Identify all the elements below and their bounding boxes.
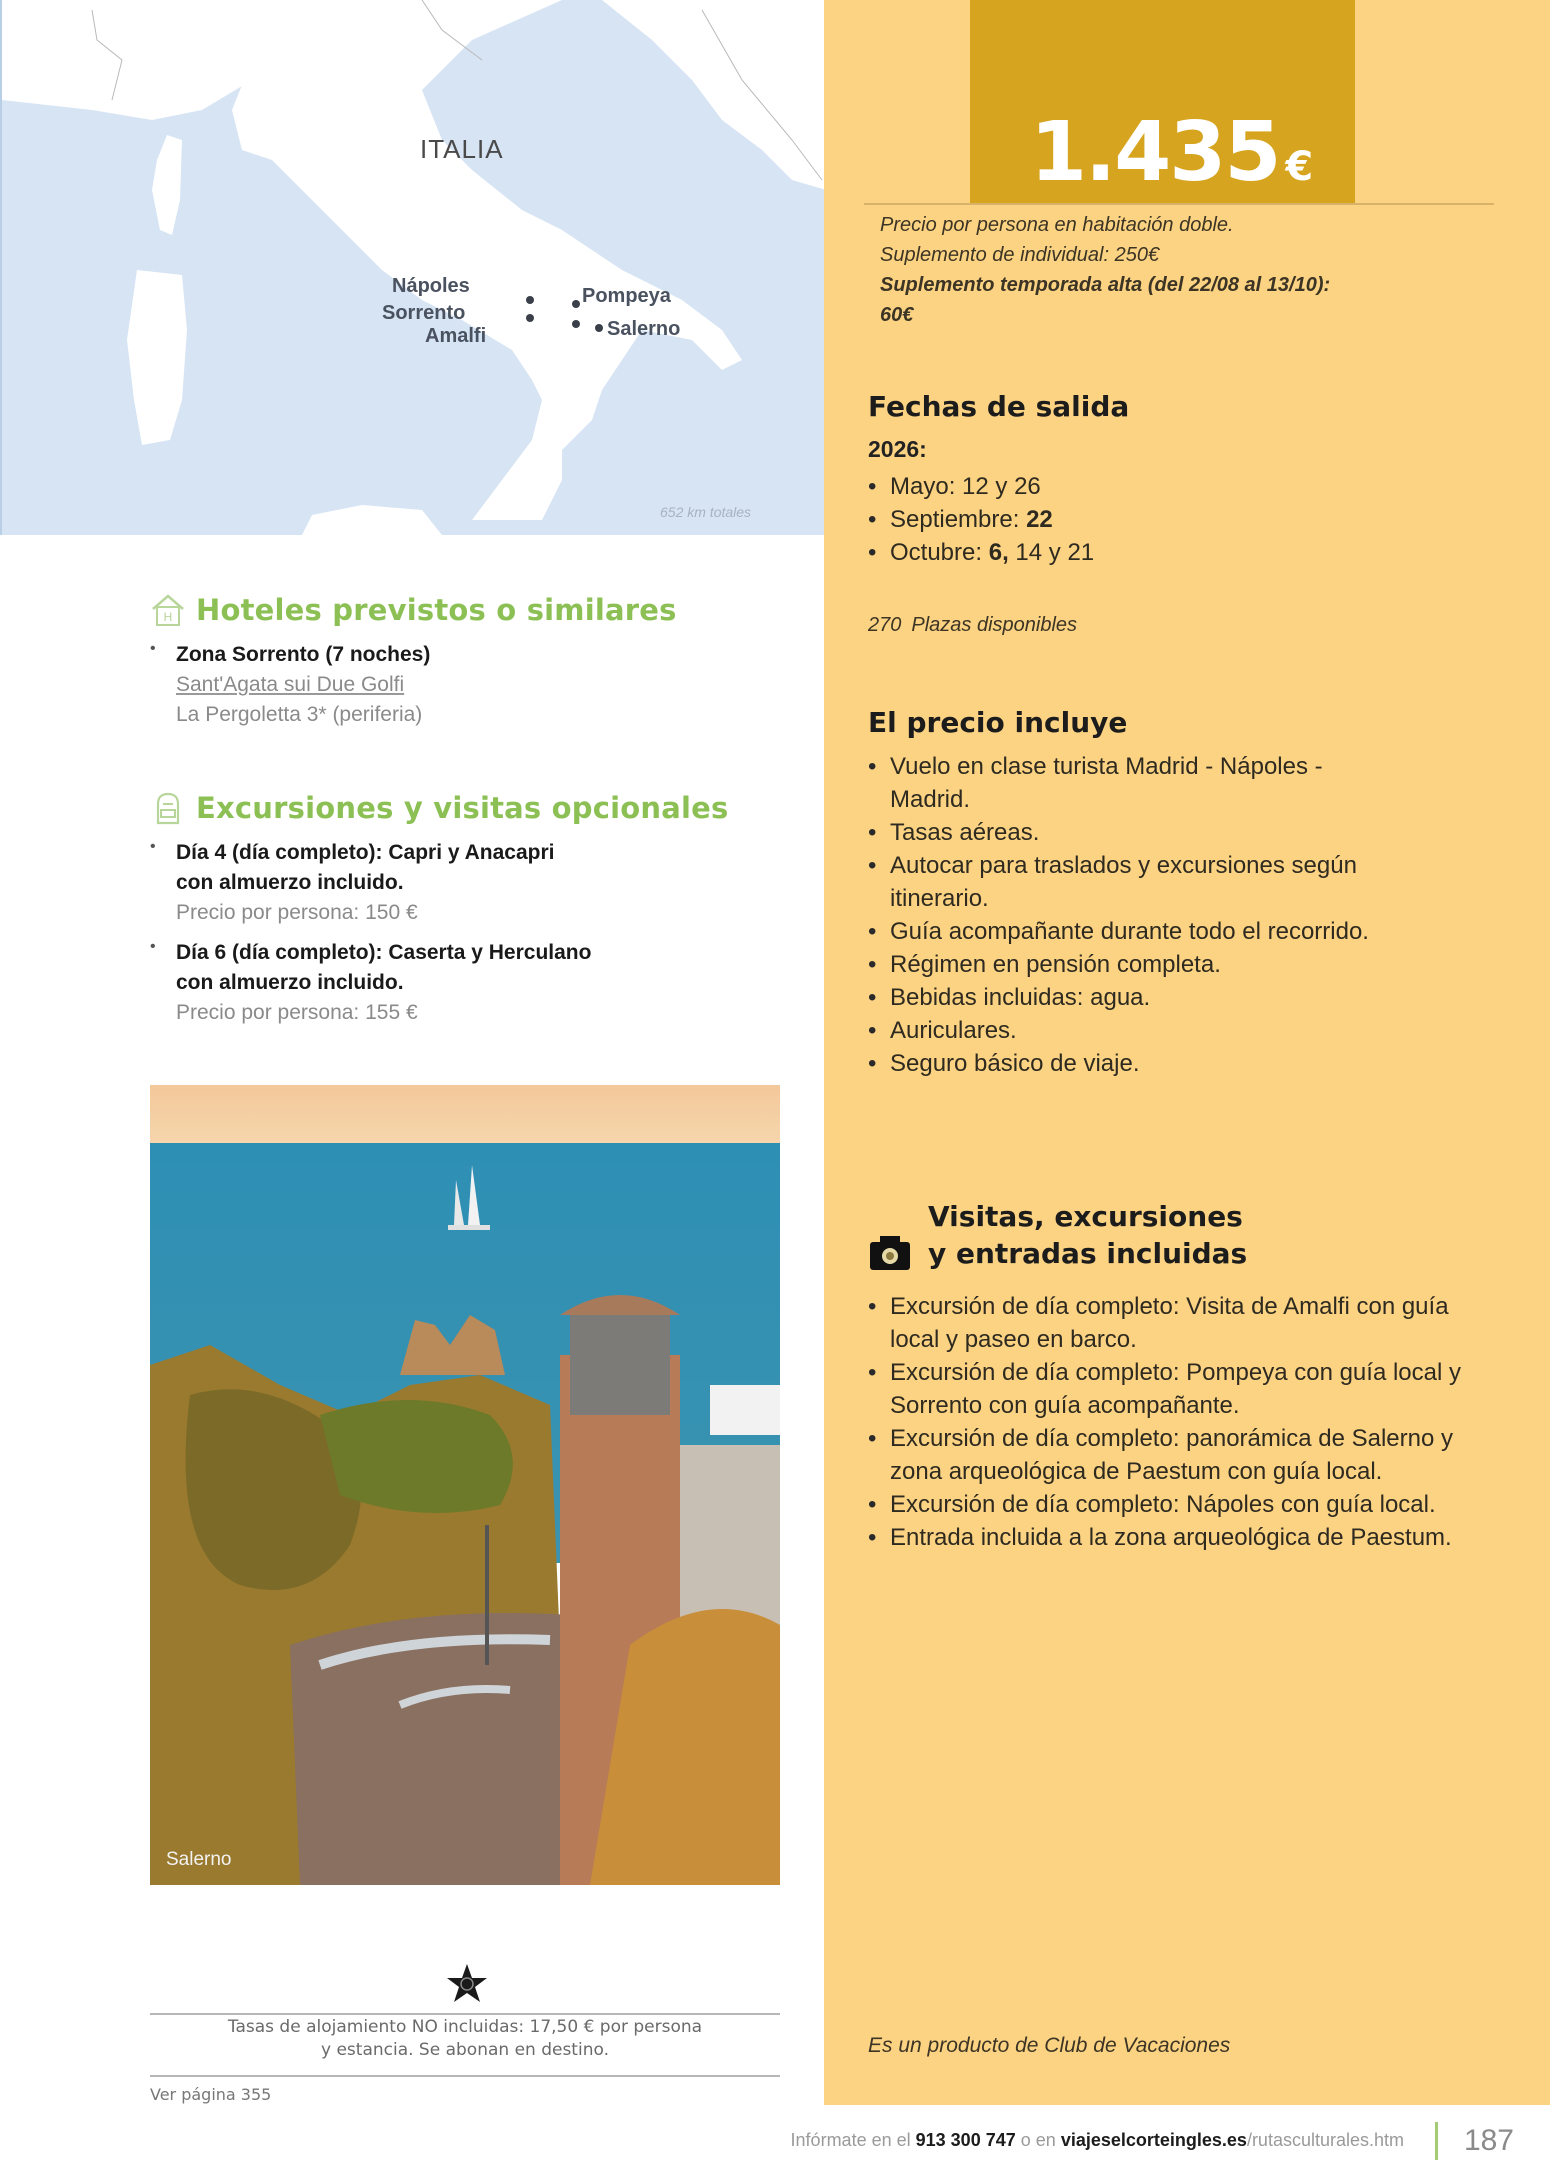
hotels-title: Hoteles previstos o similares (196, 593, 677, 627)
star-rating-logo-icon (445, 1962, 489, 2006)
price-amount: 1.435 (1030, 105, 1280, 200)
backpack-icon (150, 790, 186, 826)
excursion-price: Precio por persona: 150 € (176, 901, 418, 924)
map-city-amalfi: Amalfi (425, 325, 487, 347)
excursion-title-line2: con almuerzo incluido. (176, 871, 404, 894)
included-visits-title-line1: Visitas, excursiones (928, 1200, 1243, 1233)
divider-top (150, 2013, 780, 2015)
month-label: Mayo: (890, 473, 956, 500)
map-dot-napoles (526, 296, 534, 304)
month-days-bold: 22 (1026, 506, 1053, 533)
map-country-label: ITALIA (420, 134, 504, 164)
hotel-zone: • Zona Sorrento (7 noches) (176, 643, 431, 666)
divider-bottom (150, 2075, 780, 2077)
departure-month (868, 470, 1498, 503)
tax-note-line1: Tasas de alojamiento NO incluidas: 17,50 € por persona (227, 2017, 703, 2037)
route-map (0, 0, 824, 535)
includes-item: • Auriculares. (868, 1014, 1388, 1047)
optional-excursion-item (150, 838, 591, 928)
map-city-pompeya: Pompeya (582, 285, 671, 307)
departures-list (868, 470, 1498, 569)
price-single-supplement: Suplemento de individual: 250€ (880, 244, 1160, 266)
map-city-salerno: Salerno (607, 318, 681, 340)
optional-excursions-title: Excursiones y visitas opcionales (196, 791, 729, 825)
hotel-location-link[interactable]: Sant'Agata sui Due Golfi (176, 673, 405, 696)
price-currency: € (1285, 144, 1312, 190)
price-box (970, 0, 1355, 203)
excursion-title-line2: con almuerzo incluido. (176, 971, 404, 994)
included-visits-title (928, 1198, 1247, 1272)
included-visits-title-line2: y entradas incluidas (928, 1237, 1248, 1270)
seats-available (868, 614, 1077, 637)
page-footer (0, 2122, 1550, 2162)
month-label: Septiembre: (890, 506, 1020, 533)
hotels-section-header (150, 592, 677, 628)
price-note-double-room: Precio por persona en habitación doble. (880, 214, 1234, 236)
includes-item: • Bebidas incluidas: agua. (868, 981, 1388, 1014)
included-visit-item: • Entrada incluida a la zona arqueológica de Paestum. (868, 1521, 1468, 1554)
includes-item: • Seguro básico de viaje. (868, 1047, 1388, 1080)
seats-label: Plazas disponibles (911, 614, 1078, 636)
departure-month (868, 536, 1498, 569)
departures-year: 2026: (868, 436, 927, 462)
map-dot-salerno (595, 324, 603, 332)
salerno-photo (150, 1085, 780, 1885)
info-panel (824, 0, 1550, 2105)
included-visit-item: • Excursión de día completo: Pompeya con guía local y Sorrento con guía acompañante. (868, 1356, 1468, 1422)
optional-excursion-item (150, 938, 591, 1028)
departure-month (868, 503, 1498, 536)
included-visits-list (868, 1290, 1468, 1554)
contact-phone[interactable]: 913 300 747 (915, 2130, 1016, 2150)
tax-note-line2: y estancia. Se abonan en destino. (321, 2040, 609, 2060)
hotel-house-icon (150, 592, 186, 628)
includes-item: • Guía acompañante durante todo el recorrido. (868, 915, 1388, 948)
price-high-season-amount: 60€ (880, 304, 914, 326)
map-city-napoles: Nápoles (392, 275, 470, 297)
product-note: Es un producto de Club de Vacaciones (868, 2034, 1231, 2057)
hotel-item (150, 640, 430, 730)
contact-path-link[interactable]: /rutasculturales.htm (1246, 2130, 1404, 2150)
camera-icon (868, 1232, 912, 1272)
included-visit-item: • Excursión de día completo: panorámica de Salerno y zona arqueológica de Paestum con guía local. (868, 1422, 1468, 1488)
month-days: 14 y 21 (1015, 539, 1095, 566)
map-dot-pompeya (572, 300, 580, 308)
page-number: 187 (1463, 2124, 1514, 2157)
excursion-price: Precio por persona: 155 € (176, 1001, 418, 1024)
price-divider (864, 203, 1494, 205)
optional-excursions-list (150, 838, 591, 1028)
contact-prefix: Infórmate en el (790, 2130, 911, 2150)
price-value (1030, 105, 1312, 200)
includes-item: • Tasas aéreas. (868, 816, 1388, 849)
price-high-season-supplement: Suplemento temporada alta (del 22/08 al 13/10): (880, 274, 1331, 296)
month-days-bold: 6, (988, 539, 1009, 566)
month-days: 12 y 26 (962, 473, 1041, 500)
contact-domain-link[interactable]: viajeselcorteingles.es (1060, 2130, 1247, 2150)
map-landmass (2, 0, 824, 535)
svg-text:H: H (163, 610, 173, 624)
included-visits-header (868, 1198, 1247, 1272)
accommodation-tax-note (150, 2016, 780, 2062)
seats-count: 270 (868, 614, 902, 636)
price-notes (880, 210, 1330, 330)
excursion-title-line1: • Día 4 (día completo): Capri y Anacapri (176, 841, 555, 864)
includes-item: • Autocar para traslados y excursiones según itinerario. (868, 849, 1388, 915)
optional-excursions-header (150, 790, 729, 826)
includes-item: • Régimen en pensión completa. (868, 948, 1388, 981)
photo-caption: Salerno (166, 1849, 232, 1870)
included-visit-item: • Excursión de día completo: Nápoles con guía local. (868, 1488, 1468, 1521)
hotels-list (150, 640, 430, 730)
includes-title: El precio incluye (868, 706, 1128, 739)
see-page-link[interactable]: Ver página 355 (150, 2085, 272, 2104)
includes-list (868, 750, 1388, 1080)
map-city-sorrento: Sorrento (382, 302, 466, 324)
photo-illustration (150, 1085, 780, 1885)
departures-title: Fechas de salida (868, 390, 1130, 423)
month-label: Octubre: (890, 539, 983, 566)
footer-separator (1435, 2122, 1438, 2160)
included-visit-item: • Excursión de día completo: Visita de Amalfi con guía local y paseo en barco. (868, 1290, 1468, 1356)
map-dot-amalfi (572, 320, 580, 328)
hotel-name: La Pergoletta 3* (periferia) (176, 703, 423, 726)
contact-middle: o en (1020, 2130, 1056, 2150)
map-dot-sorrento (526, 314, 534, 322)
includes-item: • Vuelo en clase turista Madrid - Nápoles - Madrid. (868, 750, 1388, 816)
excursion-title-line1: • Día 6 (día completo): Caserta y Herculano (176, 941, 592, 964)
contact-line (791, 2130, 1404, 2151)
map-distance-note: 652 km totales (660, 504, 752, 520)
